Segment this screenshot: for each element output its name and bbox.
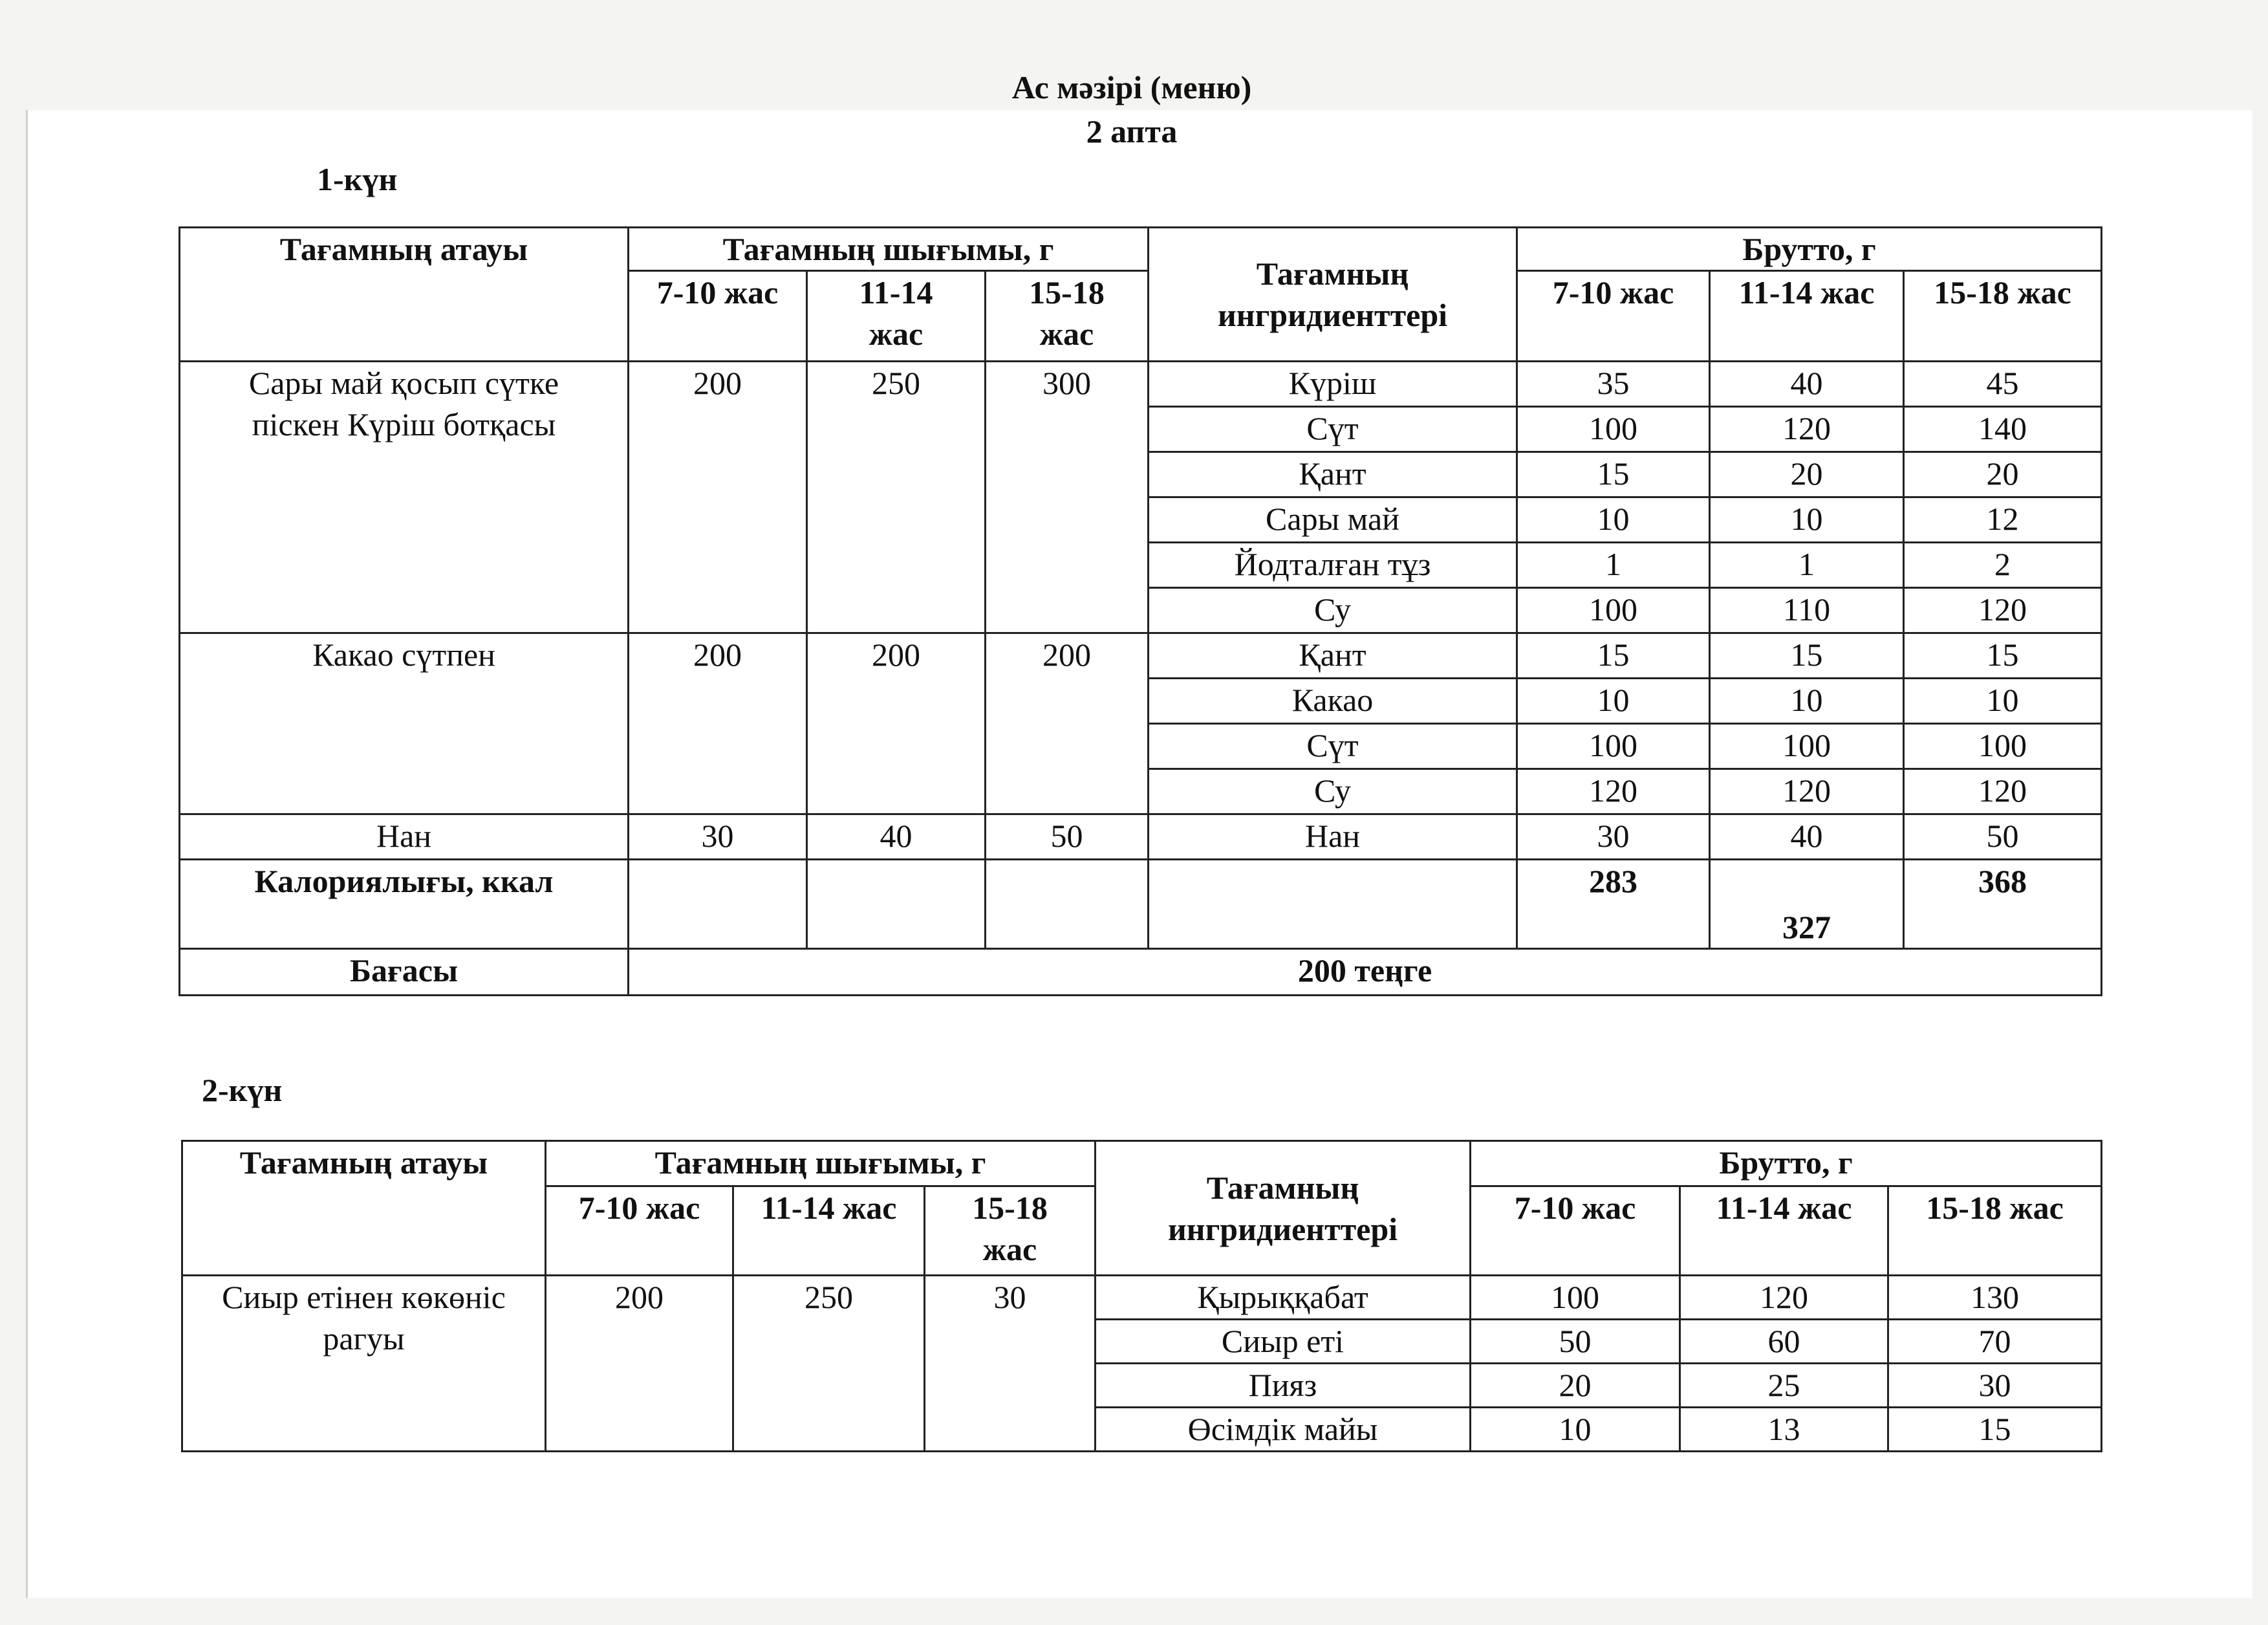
brutto-age2: 10 bbox=[1710, 497, 1904, 543]
brutto-age3: 10 bbox=[1904, 679, 2102, 724]
ingredient-name: Сүт bbox=[1149, 407, 1517, 452]
header-yield: Тағамның шығымы, г bbox=[546, 1141, 1096, 1186]
brutto-age1: 1 bbox=[1517, 543, 1710, 588]
header-ingredients bbox=[1149, 228, 1517, 362]
dish-name bbox=[182, 1276, 546, 1452]
header-ingredients-line1: Тағамның bbox=[1206, 1169, 1359, 1206]
brutto-age3: 140 bbox=[1904, 407, 2102, 452]
brutto-age3: 70 bbox=[1888, 1320, 2102, 1364]
dish-yield-age2: 200 bbox=[807, 633, 986, 814]
brutto-age1: 15 bbox=[1517, 452, 1710, 497]
brutto-age1: 10 bbox=[1517, 497, 1710, 543]
brutto-age2: 10 bbox=[1710, 679, 1904, 724]
brutto-age3: 15 bbox=[1888, 1408, 2102, 1452]
brutto-age3: 45 bbox=[1904, 362, 2102, 407]
calories-age2: 327 bbox=[1710, 860, 1904, 949]
header-yield-age3 bbox=[986, 271, 1149, 362]
dish-name-line1: Сиыр етінен көкөніс bbox=[222, 1279, 506, 1315]
header-yield-age1: 7-10 жас bbox=[546, 1186, 733, 1276]
document-title: Ас мәзірі (меню) bbox=[1011, 69, 1252, 105]
header-brutto-age1: 7-10 жас bbox=[1517, 271, 1710, 362]
header-brutto-age3: 15-18 жас bbox=[1888, 1186, 2102, 1276]
price-label: Бағасы bbox=[180, 949, 629, 996]
dish-yield-age1: 200 bbox=[546, 1276, 733, 1452]
ingredient-name: Күріш bbox=[1149, 362, 1517, 407]
brutto-age1: 100 bbox=[1517, 588, 1710, 633]
calories-blank bbox=[1149, 860, 1517, 949]
day2-menu-table bbox=[181, 1140, 2102, 1452]
ingredient-name: Су bbox=[1149, 769, 1517, 814]
brutto-age3: 120 bbox=[1904, 769, 2102, 814]
brutto-age3: 120 bbox=[1904, 588, 2102, 633]
brutto-age3: 2 bbox=[1904, 543, 2102, 588]
table-row bbox=[182, 1276, 2102, 1320]
brutto-age2: 40 bbox=[1710, 362, 1904, 407]
header-yield-age2-line2: жас bbox=[869, 316, 923, 352]
dish-name-line2: піскен Күріш ботқасы bbox=[252, 406, 556, 442]
calories-age1: 283 bbox=[1517, 860, 1710, 949]
header-yield-age3-line2: жас bbox=[982, 1231, 1037, 1267]
dish-yield-age1: 30 bbox=[629, 814, 807, 860]
price-row bbox=[180, 949, 2102, 996]
table-row bbox=[180, 814, 2102, 860]
brutto-age1: 20 bbox=[1471, 1364, 1680, 1408]
calories-blank bbox=[629, 860, 807, 949]
ingredient-name: Қырыққабат bbox=[1096, 1276, 1471, 1320]
header-brutto-age2: 11-14 жас bbox=[1680, 1186, 1888, 1276]
price-value: 200 теңге bbox=[629, 949, 2102, 996]
dish-yield-age2: 40 bbox=[807, 814, 986, 860]
brutto-age1: 10 bbox=[1517, 679, 1710, 724]
brutto-age1: 30 bbox=[1517, 814, 1710, 860]
brutto-age2: 15 bbox=[1710, 633, 1904, 679]
brutto-age2: 40 bbox=[1710, 814, 1904, 860]
brutto-age1: 15 bbox=[1517, 633, 1710, 679]
ingredient-name: Йодталған тұз bbox=[1149, 543, 1517, 588]
dish-yield-age2: 250 bbox=[733, 1276, 925, 1452]
header-brutto-age2: 11-14 жас bbox=[1710, 271, 1904, 362]
header-dish: Тағамның атауы bbox=[180, 228, 629, 362]
brutto-age2: 100 bbox=[1710, 724, 1904, 769]
table-row bbox=[180, 362, 2102, 407]
brutto-age3: 100 bbox=[1904, 724, 2102, 769]
header-ingredients-line2: ингридиенттері bbox=[1167, 1210, 1398, 1247]
brutto-age3: 30 bbox=[1888, 1364, 2102, 1408]
brutto-age3: 15 bbox=[1904, 633, 2102, 679]
dish-yield-age2: 250 bbox=[807, 362, 986, 633]
brutto-age2: 60 bbox=[1680, 1320, 1888, 1364]
ingredient-name: Су bbox=[1149, 588, 1517, 633]
dish-name bbox=[180, 362, 629, 633]
ingredient-name: Өсімдік майы bbox=[1096, 1408, 1471, 1452]
header-brutto-age3: 15-18 жас bbox=[1904, 271, 2102, 362]
calories-row bbox=[180, 860, 2102, 949]
header-yield-age2-line1: 11-14 bbox=[859, 274, 933, 311]
dish-name: Какао сүтпен bbox=[180, 633, 629, 814]
header-ingredients-line2: ингридиенттері bbox=[1217, 297, 1448, 333]
dish-yield-age3: 30 bbox=[925, 1276, 1096, 1452]
brutto-age2: 120 bbox=[1710, 769, 1904, 814]
ingredient-name: Қант bbox=[1149, 452, 1517, 497]
brutto-age2: 120 bbox=[1710, 407, 1904, 452]
brutto-age3: 50 bbox=[1904, 814, 2102, 860]
ingredient-name: Сүт bbox=[1149, 724, 1517, 769]
brutto-age1: 100 bbox=[1517, 724, 1710, 769]
ingredient-name: Қант bbox=[1149, 633, 1517, 679]
calories-label: Калориялығы, ккал bbox=[180, 860, 629, 949]
brutto-age2: 1 bbox=[1710, 543, 1904, 588]
dish-yield-age3: 50 bbox=[986, 814, 1149, 860]
header-yield-age3-line2: жас bbox=[1039, 316, 1094, 352]
brutto-age1: 120 bbox=[1517, 769, 1710, 814]
header-yield-age3-line1: 15-18 bbox=[1029, 274, 1105, 311]
brutto-age2: 20 bbox=[1710, 452, 1904, 497]
ingredient-name: Сары май bbox=[1149, 497, 1517, 543]
header-ingredients bbox=[1096, 1141, 1471, 1276]
dish-yield-age3: 200 bbox=[986, 633, 1149, 814]
ingredient-name: Нан bbox=[1149, 814, 1517, 860]
document-subtitle: 2 апта bbox=[1086, 113, 1178, 149]
header-yield-age1: 7-10 жас bbox=[629, 271, 807, 362]
brutto-age2: 25 bbox=[1680, 1364, 1888, 1408]
header-yield-age2: 11-14 жас bbox=[733, 1186, 925, 1276]
header-yield-age3-line1: 15-18 bbox=[972, 1190, 1048, 1226]
calories-blank bbox=[807, 860, 986, 949]
dish-name: Нан bbox=[180, 814, 629, 860]
brutto-age1: 100 bbox=[1517, 407, 1710, 452]
ingredient-name: Пияз bbox=[1096, 1364, 1471, 1408]
calories-blank bbox=[986, 860, 1149, 949]
brutto-age3: 20 bbox=[1904, 452, 2102, 497]
brutto-age3: 12 bbox=[1904, 497, 2102, 543]
day1-menu-table bbox=[178, 226, 2102, 996]
header-yield-age3 bbox=[925, 1186, 1096, 1276]
brutto-age1: 10 bbox=[1471, 1408, 1680, 1452]
header-yield: Тағамның шығымы, г bbox=[629, 228, 1149, 271]
dish-name-line2: рагуы bbox=[323, 1320, 405, 1357]
brutto-age1: 50 bbox=[1471, 1320, 1680, 1364]
brutto-age1: 35 bbox=[1517, 362, 1710, 407]
dish-yield-age3: 300 bbox=[986, 362, 1149, 633]
table-row bbox=[180, 633, 2102, 679]
header-brutto-age1: 7-10 жас bbox=[1471, 1186, 1680, 1276]
calories-age3: 368 bbox=[1904, 860, 2102, 949]
ingredient-name: Какао bbox=[1149, 679, 1517, 724]
header-ingredients-line1: Тағамның bbox=[1256, 256, 1409, 292]
header-dish: Тағамның атауы bbox=[182, 1141, 546, 1276]
day1-label: 1-күн bbox=[317, 161, 398, 197]
header-yield-age2 bbox=[807, 271, 986, 362]
dish-yield-age1: 200 bbox=[629, 633, 807, 814]
brutto-age2: 110 bbox=[1710, 588, 1904, 633]
header-brutto: Брутто, г bbox=[1517, 228, 2102, 271]
ingredient-name: Сиыр еті bbox=[1096, 1320, 1471, 1364]
header-brutto: Брутто, г bbox=[1471, 1141, 2102, 1186]
brutto-age2: 13 bbox=[1680, 1408, 1888, 1452]
day2-label: 2-күн bbox=[202, 1072, 283, 1108]
dish-yield-age1: 200 bbox=[629, 362, 807, 633]
brutto-age2: 120 bbox=[1680, 1276, 1888, 1320]
brutto-age1: 100 bbox=[1471, 1276, 1680, 1320]
dish-name-line1: Сары май қосып сүтке bbox=[248, 365, 559, 401]
brutto-age3: 130 bbox=[1888, 1276, 2102, 1320]
